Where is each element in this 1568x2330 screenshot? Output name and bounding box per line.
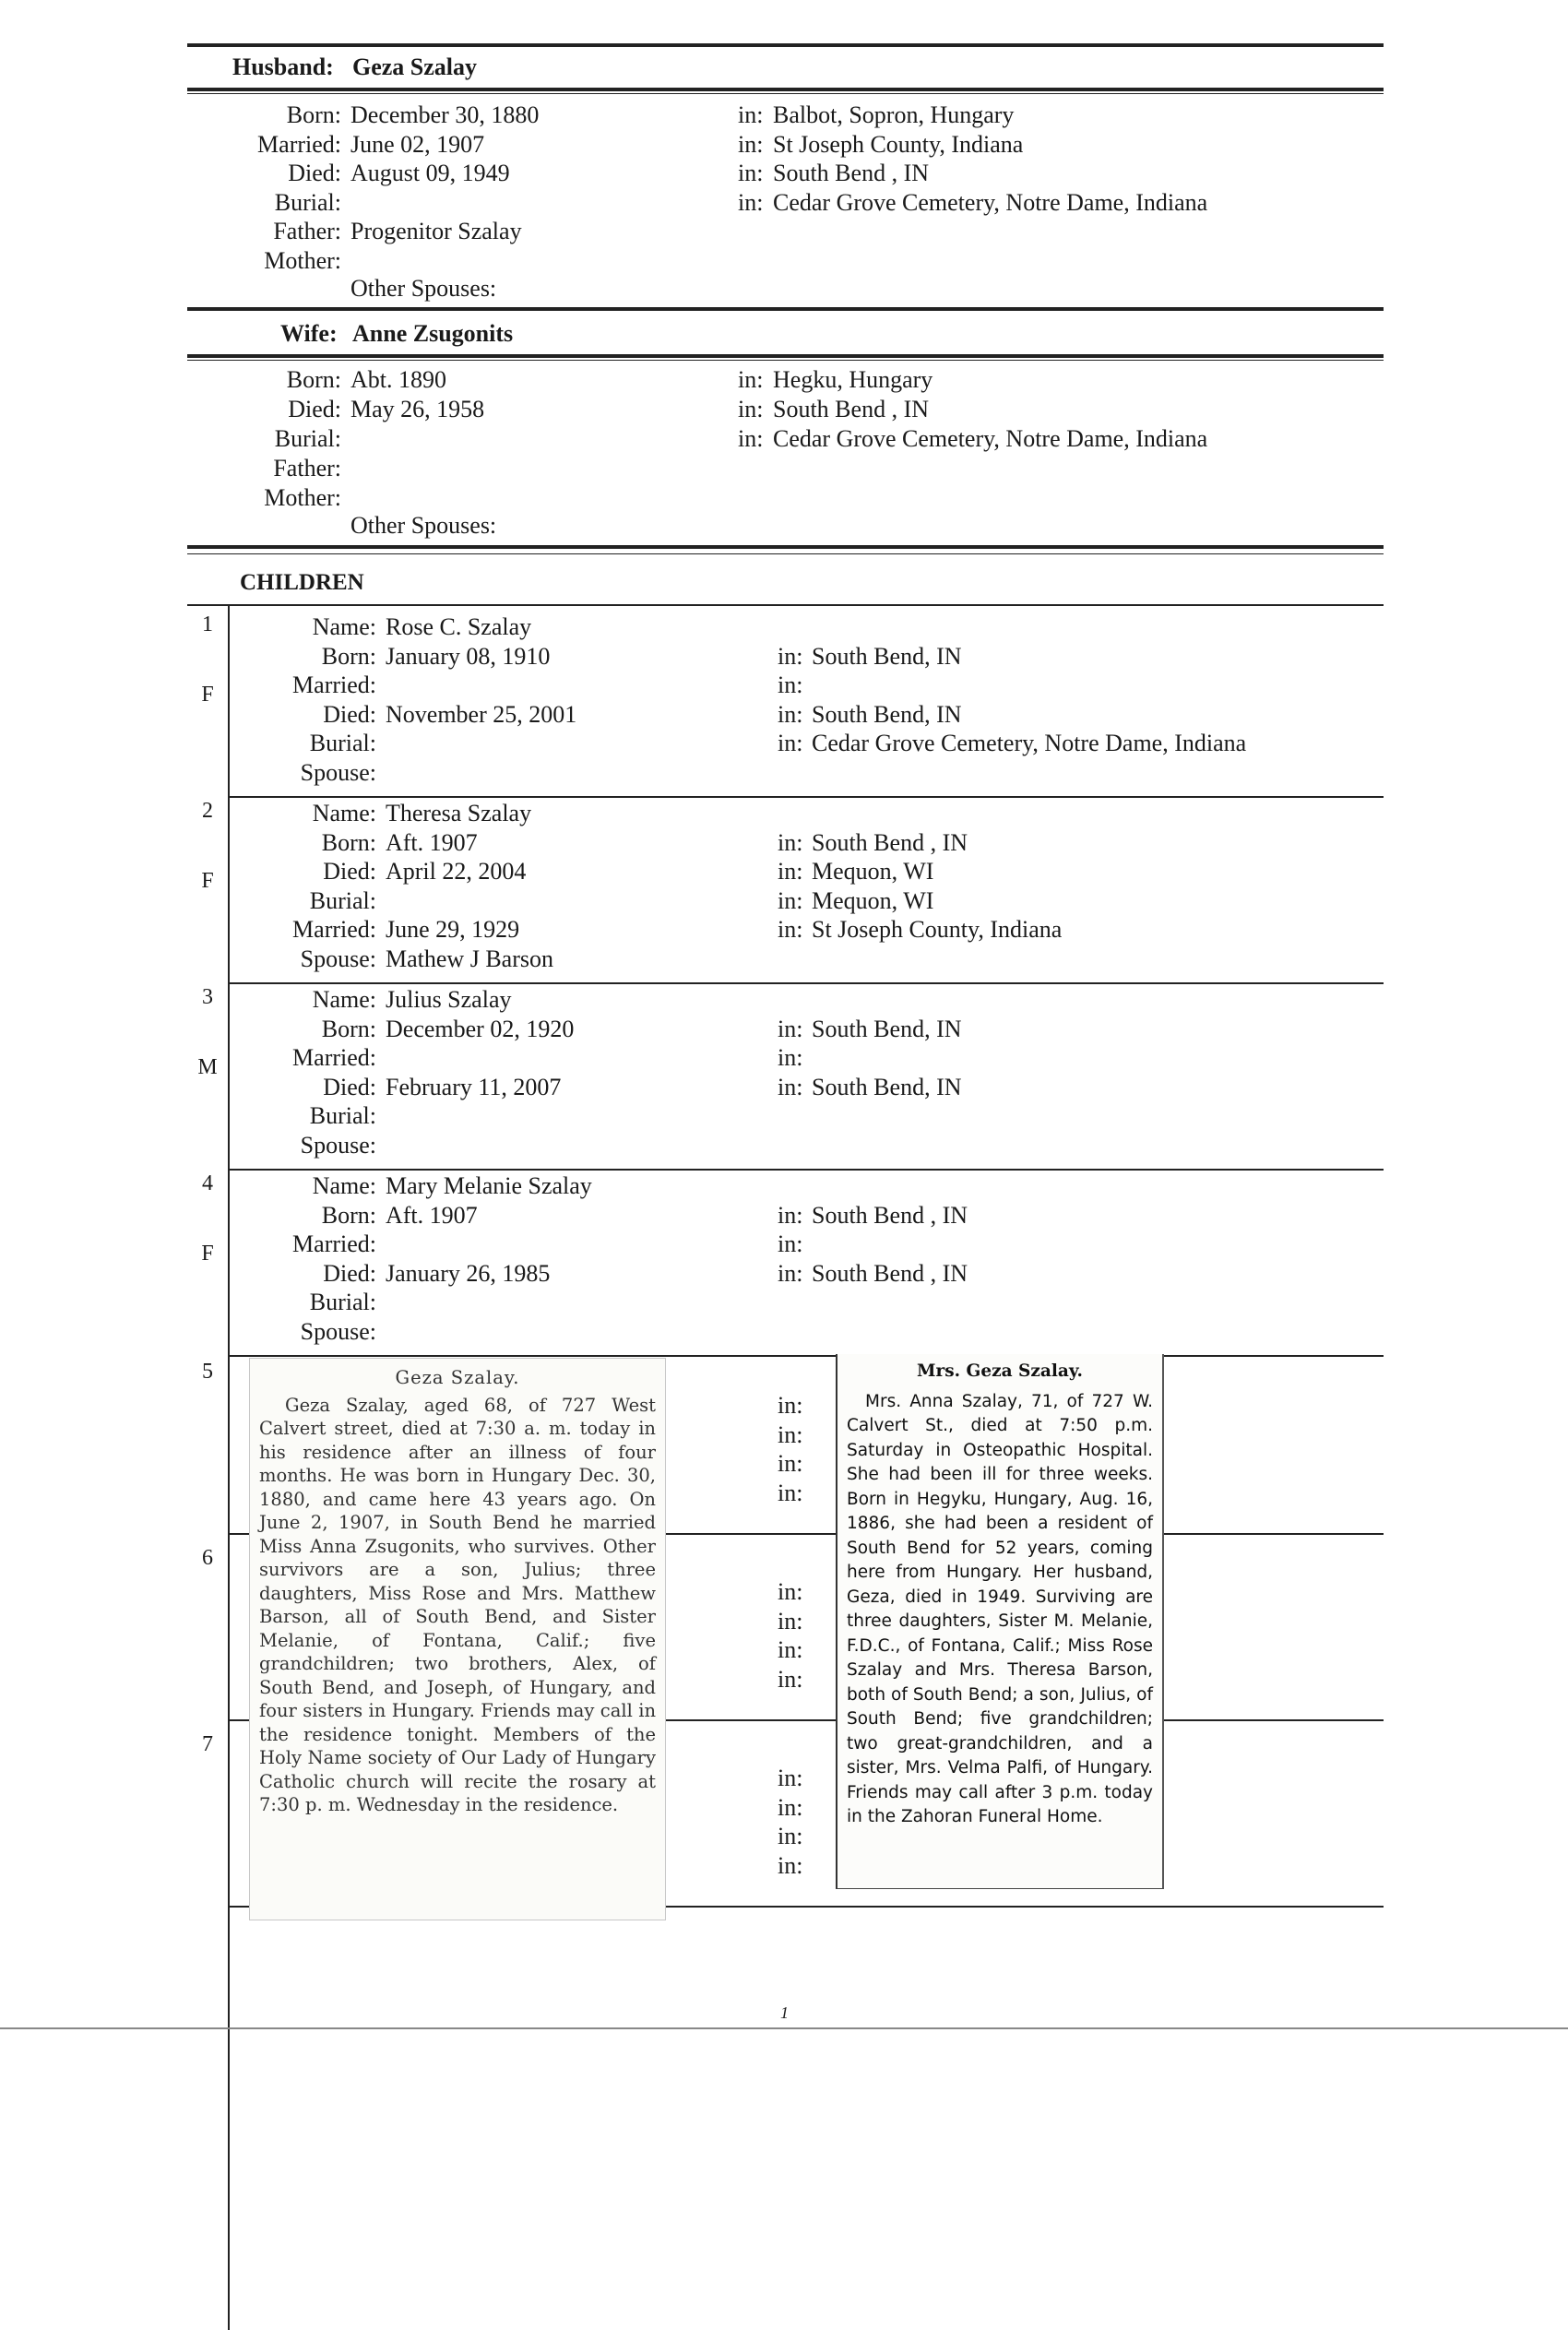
child-fact-value: Mathew J Barson — [386, 945, 553, 972]
child-fact-value: February 11, 2007 — [386, 1073, 562, 1100]
child-fact-value: Julius Szalay — [386, 986, 512, 1013]
husband-fact-place: Cedar Grove Cemetery, Notre Dame, Indiana — [773, 188, 1208, 216]
child-fact-in: in: — [778, 642, 803, 670]
child-fact-label: Died: — [323, 858, 376, 885]
child-fact-value: June 29, 1929 — [386, 916, 520, 943]
wife-top-rule — [187, 307, 1384, 311]
child-fact-label: Name: — [312, 986, 376, 1013]
husband-header-rule-thin — [187, 93, 1384, 94]
child-sex: F — [201, 683, 214, 707]
child-fact-in: in: — [778, 1392, 803, 1419]
wife-fact-place: Cedar Grove Cemetery, Notre Dame, Indiana — [773, 425, 1208, 452]
child-number: 3 — [202, 985, 213, 1009]
husband-fact-value: June 02, 1907 — [350, 130, 485, 158]
child-fact-label: Died: — [323, 1073, 376, 1100]
child-fact-in: in: — [778, 1636, 803, 1663]
child-fact-in: in: — [778, 1450, 803, 1477]
child-fact-label: Name: — [312, 800, 376, 826]
husband-fact-value: Progenitor Szalay — [350, 218, 522, 244]
child-separator-rule — [228, 982, 1384, 984]
obituary-husband-title: Geza Szalay. — [395, 1367, 520, 1388]
husband-fact-label: Died: — [288, 160, 341, 186]
obituary-husband-text: Geza Szalay, aged 68, of 727 West Calvert street, died at 7:30 a. m. today in his residence after an illness of four months. He was born in Hungary Dec. 30, 1880, and came here 43 years ago. On June 2, 1907, in South Bend he married Miss Anna Zsugonits, who survives. Other survivors are a son, Julius; three daughters, Miss Rose and Mrs. Matthew Barson, all of South Bend, and Sister Melanie, of Fontana, Calif.; five grandchildren; two brothers, Alex, of South Bend, and Joseph, of Hungary, and four sisters in Hungary. Friends may call in the residence tonight. Members of the Holy Name society of Our Lady of Hungary Catholic church will recite the rosary at 7:30 p. m. Wednesday in the residence. — [259, 1394, 656, 1815]
child-fact-label: Married: — [292, 1230, 376, 1257]
husband-fact-value: August 09, 1949 — [350, 160, 510, 186]
husband-fact-value: December 30, 1880 — [350, 101, 540, 128]
child-fact-label: Died: — [323, 700, 376, 728]
child-fact-label: Burial: — [309, 1102, 376, 1129]
husband-fact-in: in: — [738, 160, 764, 186]
child-fact-label: Died: — [323, 1259, 376, 1287]
child-separator-rule — [228, 1355, 1384, 1357]
child-fact-place: St Joseph County, Indiana — [812, 916, 1063, 943]
child-fact-label: Burial: — [309, 886, 376, 914]
wife-fact-in: in: — [738, 366, 764, 393]
child-fact-in: in: — [778, 1851, 803, 1879]
obituary-clipping-wife — [836, 1354, 1164, 1889]
wife-fact-place: Hegku, Hungary — [773, 366, 933, 393]
wife-header-rule-thin — [187, 360, 1384, 361]
child-fact-place: Mequon, WI — [812, 886, 934, 914]
wife-other-spouses: Other Spouses: — [350, 512, 497, 539]
child-number: 2 — [202, 799, 213, 823]
child-sex: F — [201, 869, 214, 893]
child-fact-in: in: — [778, 858, 803, 885]
wife-fact-place: South Bend , IN — [773, 396, 929, 422]
child-fact-in: in: — [778, 1479, 803, 1506]
child-number: 1 — [202, 612, 213, 636]
husband-fact-label: Father: — [273, 218, 341, 244]
husband-name: Geza Szalay — [352, 53, 478, 80]
husband-fact-label: Burial: — [274, 188, 341, 216]
child-fact-in: in: — [778, 886, 803, 914]
children-heading: CHILDREN — [240, 570, 364, 595]
child-fact-value: Mary Melanie Szalay — [386, 1172, 592, 1199]
child-fact-label: Married: — [292, 1044, 376, 1071]
child-fact-value: Rose C. Szalay — [386, 613, 532, 640]
child-fact-place: South Bend, IN — [812, 700, 962, 728]
child-fact-label: Married: — [292, 672, 376, 698]
child-fact-place: South Bend , IN — [812, 828, 968, 856]
child-fact-in: in: — [778, 1230, 803, 1257]
child-fact-place: South Bend , IN — [812, 1201, 968, 1229]
child-fact-label: Married: — [292, 916, 376, 943]
child-fact-in: in: — [778, 730, 803, 756]
child-fact-in: in: — [778, 1201, 803, 1229]
husband-fact-label: Born: — [286, 101, 341, 128]
child-fact-place: Mequon, WI — [812, 858, 934, 885]
child-fact-in: in: — [778, 1578, 803, 1605]
child-fact-label: Name: — [312, 1172, 376, 1199]
children-heading-rule — [187, 604, 1384, 606]
child-fact-value: November 25, 2001 — [386, 700, 577, 728]
top-rule — [187, 43, 1384, 47]
child-fact-in: in: — [778, 1823, 803, 1849]
child-fact-label: Born: — [321, 1015, 376, 1042]
child-fact-value: Aft. 1907 — [386, 1201, 478, 1229]
child-fact-label: Born: — [321, 1201, 376, 1229]
child-fact-place: South Bend , IN — [812, 1259, 968, 1287]
page-number: 1 — [780, 2003, 789, 2022]
child-fact-in: in: — [778, 1044, 803, 1071]
husband-fact-place: St Joseph County, Indiana — [773, 130, 1024, 158]
wife-fact-label: Died: — [288, 396, 341, 422]
child-fact-label: Born: — [321, 642, 376, 670]
child-fact-in: in: — [778, 828, 803, 856]
child-fact-in: in: — [778, 1015, 803, 1042]
obituary-clipping-husband — [249, 1358, 666, 1920]
child-fact-place: South Bend, IN — [812, 1015, 962, 1042]
child-separator-rule — [228, 1169, 1384, 1171]
husband-fact-label: Mother: — [264, 246, 341, 274]
obituary-wife-text: Mrs. Anna Szalay, 71, of 727 W. Calvert St., died at 7:50 p.m. Saturday in Osteopathic Hospital. She had been ill for three weeks. Born in Hegyku, Hungary, Aug. 16, 1886, she had been a resident of South Bend for 52 years, coming here from Hungary. Her husband, Geza, died in 1949. Surviving are three daughters, Sister M. Melanie, F.D.C., of Fontana, Calif.; Miss Rose Szalay and Mrs. Theresa Barson, both of South Bend; a son, Julius, of South Bend; five grandchildren; two great-grandchildren, and a sister, Mrs. Velma Palfi, of Hungary. Friends may call after 3 p.m. today in the Zahoran Funeral Home. — [847, 1391, 1153, 1826]
child-fact-label: Spouse: — [300, 945, 376, 972]
child-fact-in: in: — [778, 1765, 803, 1791]
husband-fact-place: Balbot, Sopron, Hungary — [773, 101, 1015, 128]
wife-fact-label: Mother: — [264, 484, 341, 511]
child-sex: F — [201, 1242, 214, 1266]
child-fact-in: in: — [778, 1607, 803, 1635]
husband-fact-in: in: — [738, 101, 764, 128]
wife-header-rule — [187, 354, 1384, 358]
husband-fact-in: in: — [738, 130, 764, 158]
child-number: 6 — [202, 1546, 213, 1570]
child-fact-in: in: — [778, 1793, 803, 1821]
child-fact-label: Spouse: — [300, 1131, 376, 1159]
wife-fact-label: Father: — [273, 455, 341, 481]
wife-fact-label: Burial: — [274, 425, 341, 452]
child-fact-value: Aft. 1907 — [386, 828, 478, 856]
child-number: 4 — [202, 1171, 213, 1195]
scan-bottom-edge — [0, 2027, 1568, 2029]
child-fact-value: April 22, 2004 — [386, 858, 527, 885]
child-fact-value: January 08, 1910 — [386, 642, 551, 670]
child-number: 5 — [202, 1360, 213, 1384]
husband-header-label: Husband: — [232, 53, 334, 80]
child-fact-value: January 26, 1985 — [386, 1259, 551, 1287]
husband-fact-in: in: — [738, 188, 764, 216]
wife-fact-value: May 26, 1958 — [350, 396, 485, 422]
child-fact-in: in: — [778, 1073, 803, 1100]
wife-fact-in: in: — [738, 396, 764, 422]
child-number: 7 — [202, 1732, 213, 1756]
wife-name: Anne Zsugonits — [352, 320, 514, 347]
obituary-wife-title: Mrs. Geza Szalay. — [917, 1361, 1083, 1381]
husband-other-spouses: Other Spouses: — [350, 275, 497, 302]
child-fact-in: in: — [778, 916, 803, 943]
child-sex: M — [197, 1055, 218, 1079]
wife-fact-label: Born: — [286, 366, 341, 393]
child-fact-label: Burial: — [309, 730, 376, 756]
child-fact-place: South Bend, IN — [812, 1073, 962, 1100]
wife-header-label: Wife: — [280, 320, 338, 347]
child-fact-label: Burial: — [309, 1289, 376, 1315]
child-fact-in: in: — [778, 1259, 803, 1287]
wife-fact-value: Abt. 1890 — [350, 366, 446, 393]
child-fact-in: in: — [778, 1421, 803, 1448]
child-fact-in: in: — [778, 700, 803, 728]
husband-header-rule — [187, 88, 1384, 91]
children-top-rule-thin — [187, 553, 1384, 554]
child-fact-label: Spouse: — [300, 1317, 376, 1345]
wife-fact-in: in: — [738, 425, 764, 452]
child-fact-label: Name: — [312, 613, 376, 640]
child-fact-value: December 02, 1920 — [386, 1015, 575, 1042]
child-fact-place: South Bend, IN — [812, 642, 962, 670]
child-fact-label: Spouse: — [300, 758, 376, 786]
husband-fact-place: South Bend , IN — [773, 160, 929, 186]
child-fact-place: Cedar Grove Cemetery, Notre Dame, Indiana — [812, 730, 1247, 756]
children-top-rule — [187, 545, 1384, 549]
child-separator-rule — [228, 796, 1384, 798]
child-fact-in: in: — [778, 1665, 803, 1693]
husband-fact-label: Married: — [257, 130, 341, 158]
child-fact-in: in: — [778, 672, 803, 698]
child-fact-value: Theresa Szalay — [386, 800, 532, 826]
child-fact-label: Born: — [321, 828, 376, 856]
